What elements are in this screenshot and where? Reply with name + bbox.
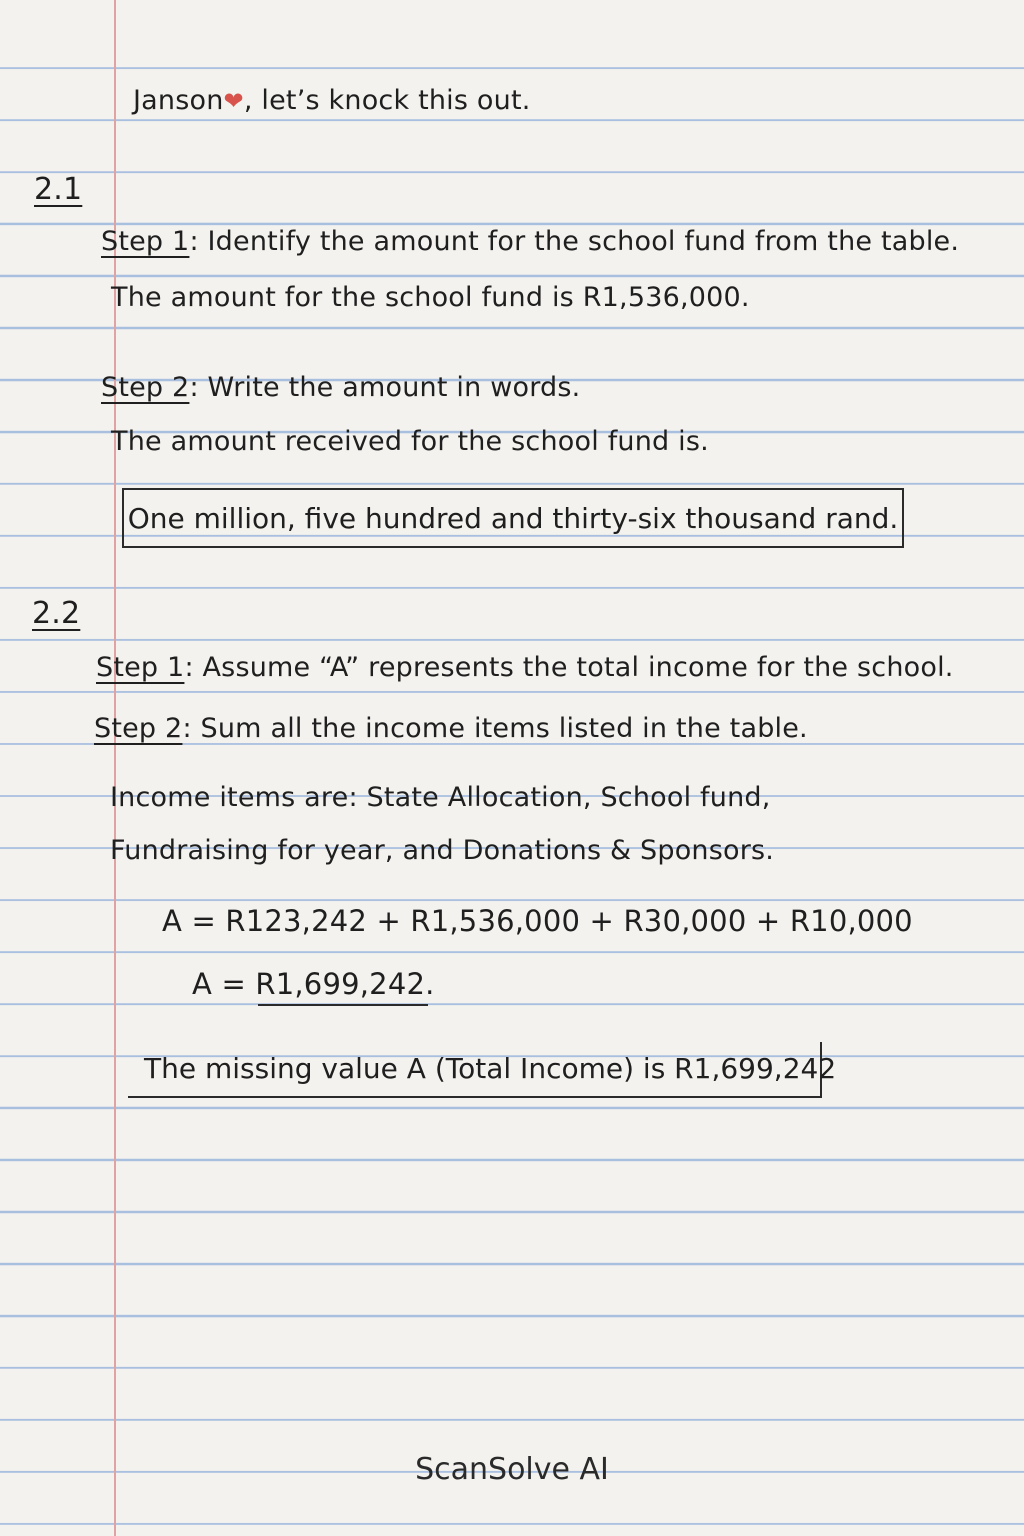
- s22-items-line1: Income items are: State Allocation, School fund,: [110, 782, 771, 813]
- s22-equation-2: [192, 967, 435, 1001]
- s21-step2-detail: The amount received for the school fund is.: [111, 426, 709, 457]
- greeting: [133, 85, 531, 116]
- s22-step2-text: : Sum all the income items listed in the table.: [182, 713, 808, 744]
- s22-step1-tag: Step 1: [96, 652, 185, 683]
- s22-step1: [96, 652, 954, 683]
- s22-final-answer: The missing value A (Total Income) is R1,699,242: [144, 1052, 837, 1085]
- s21-step1: [101, 226, 959, 257]
- s22-step1-text: : Assume “A” represents the total income for the school.: [184, 652, 954, 683]
- section-2-2-label: 2.2: [32, 596, 81, 631]
- s22-step2-tag: Step 2: [94, 713, 183, 744]
- s22-equation-1: A = R123,242 + R1,536,000 + R30,000 + R10,000: [162, 904, 913, 938]
- s21-step2: [101, 372, 580, 403]
- s22-final-answer-box: [128, 1042, 837, 1098]
- s22-step2: [94, 713, 808, 744]
- s21-answer-box: [122, 488, 904, 548]
- section-2-1-label: 2.1: [34, 172, 83, 207]
- s21-step2-text: : Write the amount in words.: [189, 372, 581, 403]
- s22-eq2-value: R1,699,242.: [255, 967, 435, 1001]
- s21-step1-tag: Step 1: [101, 226, 190, 257]
- result-underline: [258, 1004, 428, 1006]
- greeting-rest: , let’s knock this out.: [243, 85, 531, 116]
- s21-step1-text: : Identify the amount for the school fund from the table.: [189, 226, 960, 257]
- footer-brand: ScanSolve AI: [415, 1452, 609, 1487]
- heart-icon: ❤: [223, 87, 244, 115]
- s21-answer: One million, five hundred and thirty-six thousand rand.: [127, 501, 899, 535]
- s22-eq2-prefix: A =: [192, 967, 256, 1001]
- greeting-name: Janson: [133, 85, 224, 116]
- s21-step1-detail: The amount for the school fund is R1,536,000.: [111, 282, 750, 313]
- s21-step2-tag: Step 2: [101, 372, 190, 403]
- s22-items-line2: Fundraising for year, and Donations & Sponsors.: [110, 835, 775, 866]
